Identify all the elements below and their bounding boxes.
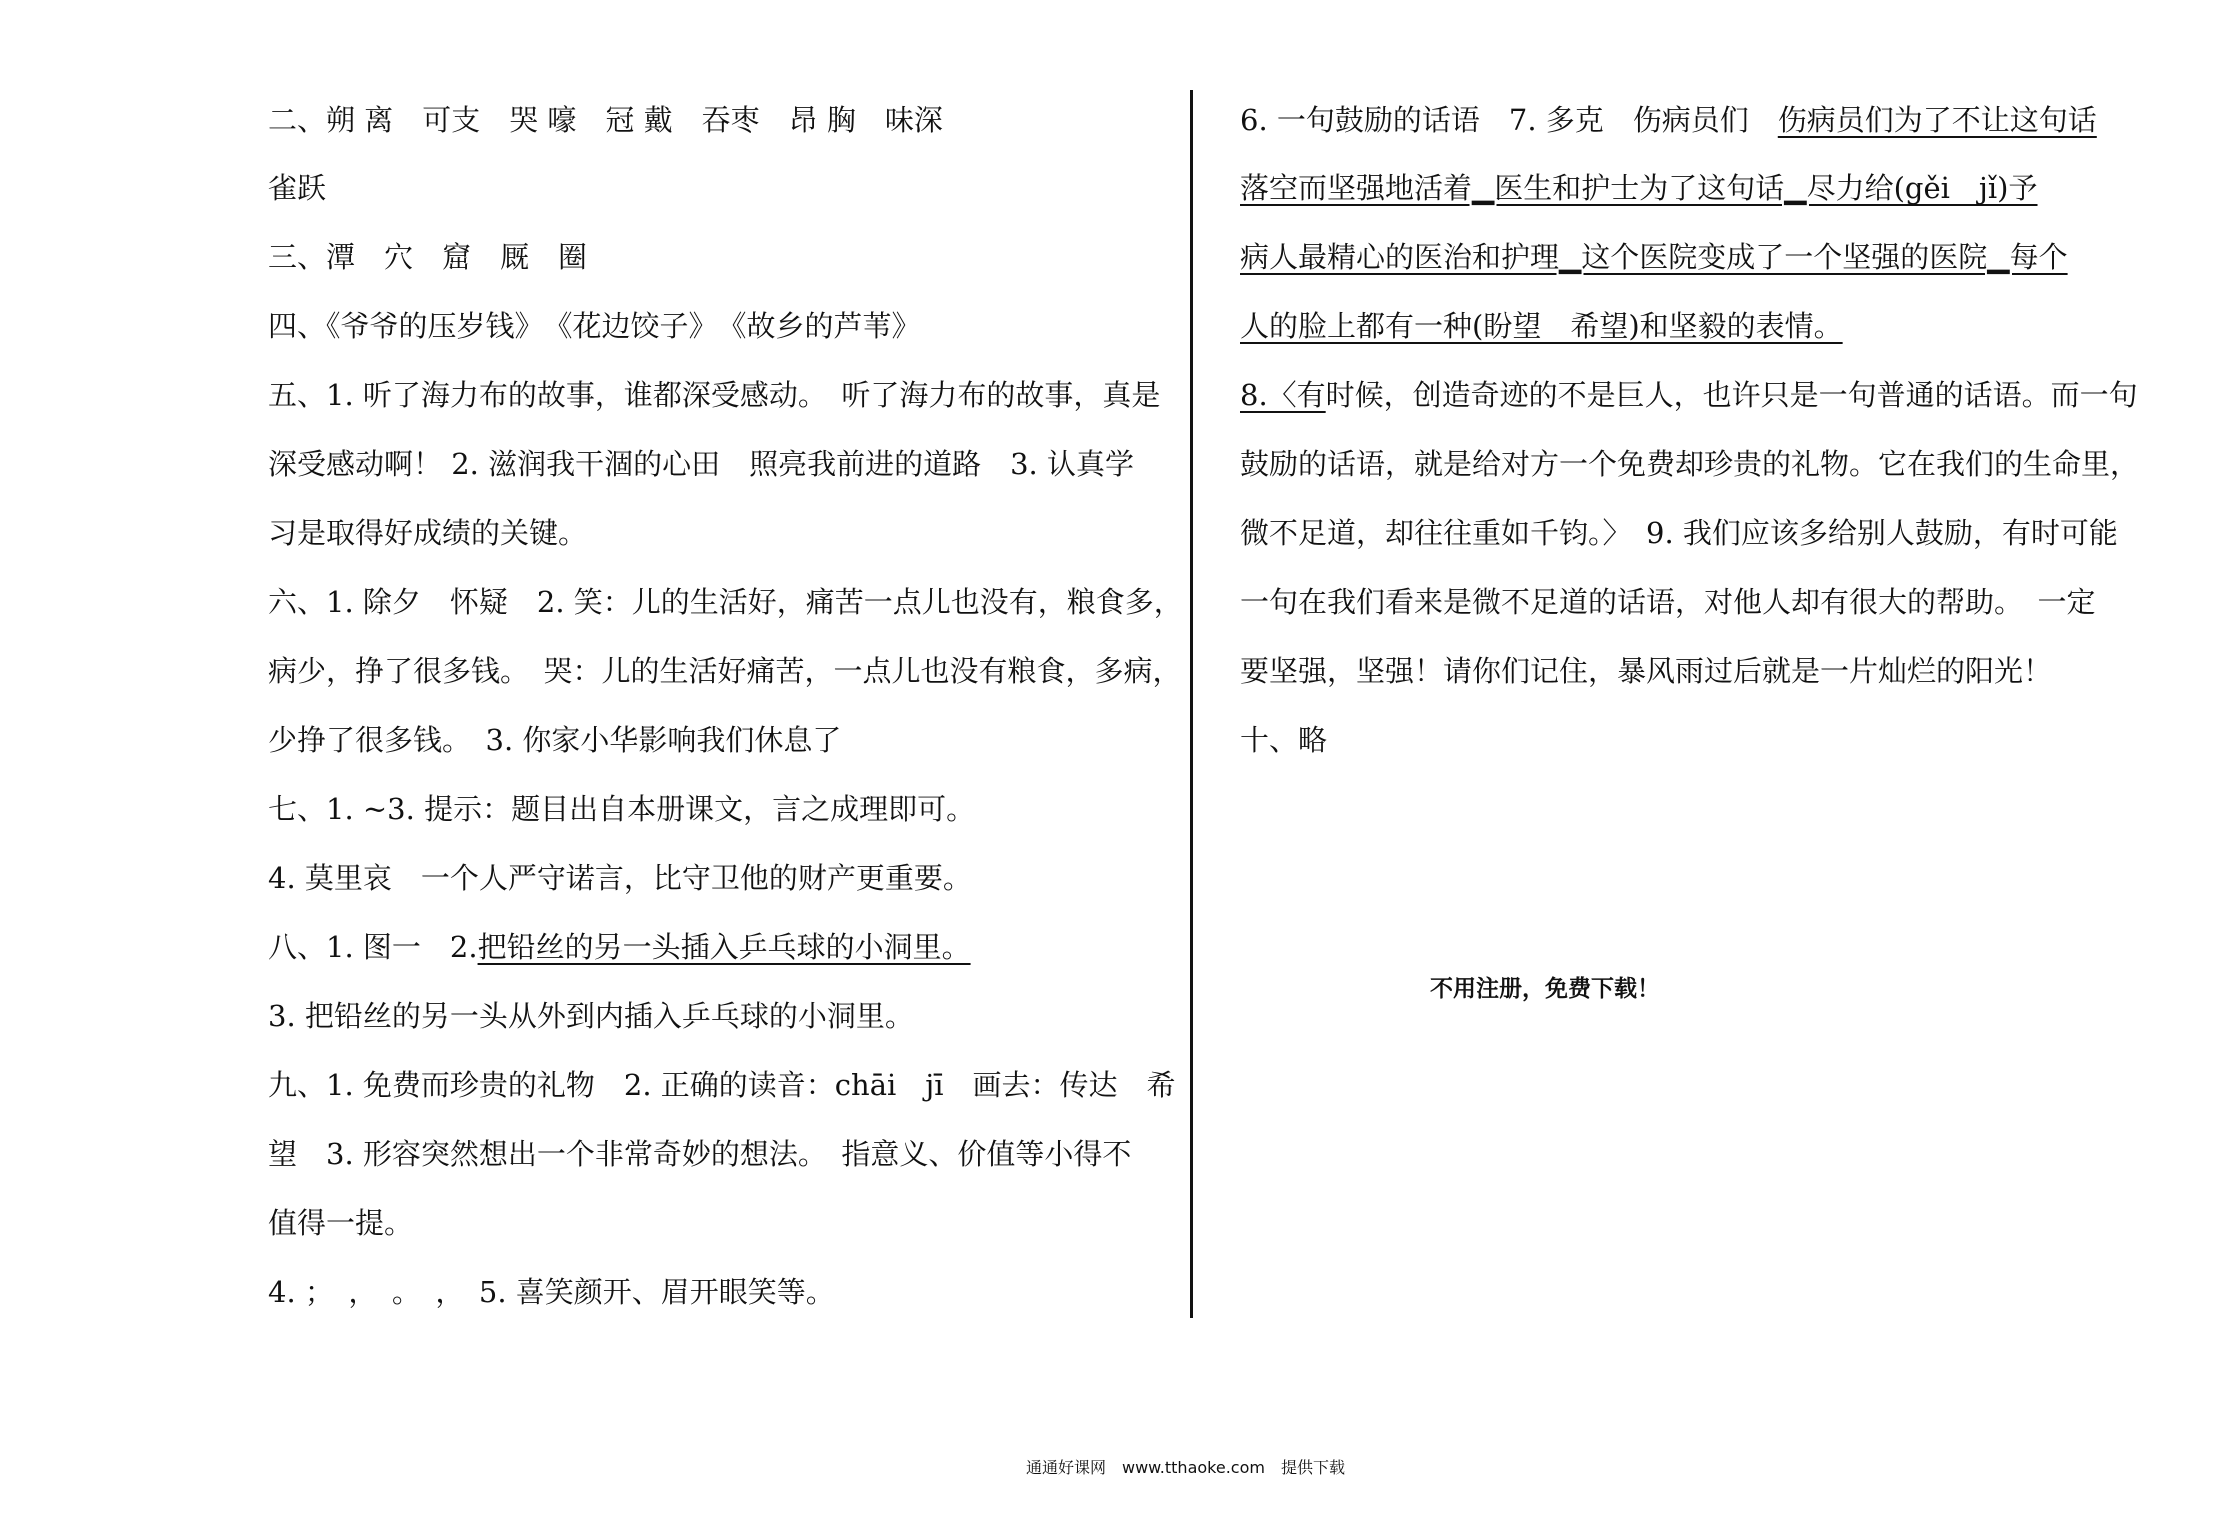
- promo-text: 不用注册，免费下载！: [1430, 976, 1660, 1002]
- column-divider: [1190, 90, 1193, 1318]
- answer-line: 鼓励的话语，就是给对方一个免费却珍贵的礼物。它在我们的生命里，: [1240, 447, 2140, 481]
- answer-prefix: 6. 一句鼓励的话语 7. 多克 伤病员们: [1240, 103, 1778, 137]
- answer-text: 时候，创造奇迹的不是巨人，也许只是一句普通的话语。而一句: [1325, 378, 2138, 412]
- underlined-answer: 8.〈有: [1240, 378, 1326, 412]
- underlined-answer: 落空而坚强地活着▁医生和护士为了这句话▁尽力给(gěi jǐ)予: [1240, 171, 2038, 205]
- answer-line: 九、1. 免费而珍贵的礼物 2. 正确的读音：chāi jī 画去：传达 希: [268, 1068, 1176, 1102]
- answer-line: [268, 927, 971, 967]
- answer-line: 二、朔 离 可支 哭 嚎 冠 戴 吞枣 昂 胸 味深: [268, 103, 943, 137]
- answer-line: 十、略: [1240, 723, 1328, 757]
- answer-prefix: 八、1. 图一 2.: [268, 930, 478, 964]
- underlined-answer: 把铅丝的另一头插入乒乓球的小洞里。: [477, 930, 971, 964]
- answer-line: 习是取得好成绩的关键。: [268, 516, 588, 550]
- answer-line: 一句在我们看来是微不足道的话语，对他人却有很大的帮助。 一定: [1240, 585, 2096, 619]
- answer-line: 三、潭 穴 窟 厩 圈: [268, 240, 588, 274]
- answer-line: 四、《爷爷的压岁钱》 《花边饺子》 《故乡的芦苇》: [268, 309, 921, 343]
- answer-line: 4. 莫里哀 一个人严守诺言，比守卫他的财产更重要。: [268, 861, 972, 895]
- answer-line: 病少，挣了很多钱。 哭：儿的生活好痛苦，一点儿也没有粮食，多病，: [268, 654, 1182, 688]
- answer-line: 望 3. 形容突然想出一个非常奇妙的想法。 指意义、价值等小得不: [268, 1137, 1132, 1171]
- answer-line: 值得一提。: [268, 1206, 414, 1240]
- answer-line: 六、1. 除夕 怀疑 2. 笑：儿的生活好，痛苦一点儿也没有，粮食多，: [268, 585, 1183, 619]
- answer-line: 少挣了很多钱。 3. 你家小华影响我们休息了: [268, 723, 842, 757]
- answer-line: 4. ； ， 。 ， 5. 喜笑颜开、眉开眼笑等。: [268, 1275, 835, 1309]
- underlined-answer: 病人最精心的医治和护理▁这个医院变成了一个坚强的医院▁每个: [1240, 240, 2068, 274]
- footer-text: 通通好课网 www.tthaoke.com 提供下载: [1026, 1458, 1345, 1477]
- underlined-answer: 伤病员们为了不让这句话: [1777, 103, 2097, 137]
- answer-line: 微不足道，却往往重如千钧。〉 9. 我们应该多给别人鼓励，有时可能: [1240, 516, 2118, 550]
- underlined-answer: 人的脸上都有一种(盼望 希望)和坚毅的表情。: [1240, 309, 1843, 343]
- answer-line: 七、1. ~3. 提示：题目出自本册课文，言之成理即可。: [268, 792, 976, 826]
- answer-line: 雀跃: [268, 171, 327, 205]
- answer-line: [1240, 375, 2138, 415]
- answer-line: 深受感动啊！ 2. 滋润我干涸的心田 照亮我前进的道路 3. 认真学: [268, 447, 1134, 481]
- answer-line: 要坚强，坚强！请你们记住，暴风雨过后就是一片灿烂的阳光！: [1240, 654, 2053, 688]
- answer-line: 3. 把铅丝的另一头从外到内插入乒乓球的小洞里。: [268, 999, 914, 1033]
- answer-line: [1240, 100, 2097, 140]
- answer-line: 五、1. 听了海力布的故事，谁都深受感动。 听了海力布的故事，真是: [268, 378, 1161, 412]
